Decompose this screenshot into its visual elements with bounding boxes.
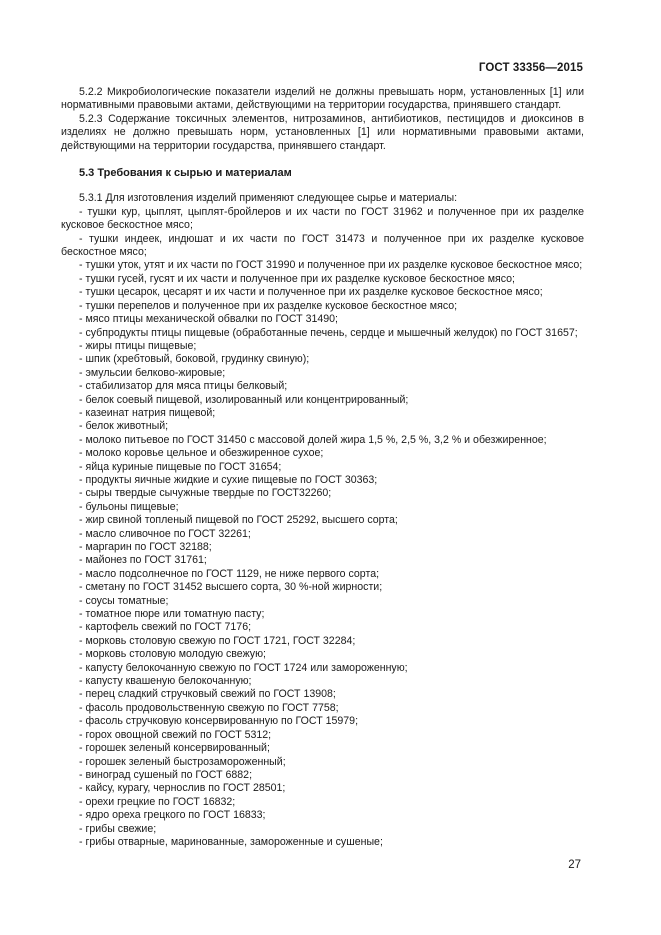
list-item: - майонез по ГОСТ 31761; xyxy=(79,554,207,567)
list-item: - молоко коровье цельное и обезжиренное сухое; xyxy=(79,447,324,460)
page-content xyxy=(61,86,584,849)
list-item: - кайсу, курагу, чернослив по ГОСТ 28501; xyxy=(79,782,286,795)
list-item: - продукты яичные жидкие и сухие пищевые по ГОСТ 30363; xyxy=(79,473,378,486)
list-item: - горох овощной свежий по ГОСТ 5312; xyxy=(79,728,272,741)
list-item: - сыры твердые сычужные твердые по ГОСТ32260; xyxy=(79,487,332,500)
page-number: 27 xyxy=(568,859,581,871)
list-item: - белок соевый пищевой, изолированный или концентрированный; xyxy=(79,393,409,406)
list-item: - грибы свежие; xyxy=(79,822,157,835)
list-item: - яйца куриные пищевые по ГОСТ 31654; xyxy=(79,460,282,473)
list-item: - жиры птицы пищевые; xyxy=(79,339,197,352)
list-item: - горошек зеленый консервированный; xyxy=(79,742,270,755)
list-item: - орехи грецкие по ГОСТ 16832; xyxy=(79,795,236,808)
list-item: - морковь столовую молодую свежую; xyxy=(79,648,266,661)
list-item: - шпик (хребтовый, боковой, грудинку свиную); xyxy=(79,353,310,366)
list-item: - жир свиной топленый пищевой по ГОСТ 25292, высшего сорта; xyxy=(79,514,398,527)
list-item: - сметану по ГОСТ 31452 высшего сорта, 30 %-ной жирности; xyxy=(79,581,383,594)
list-item: - мясо птицы механической обвалки по ГОСТ 31490; xyxy=(79,313,338,326)
list-item: - соусы томатные; xyxy=(79,594,169,607)
list-item: - казеинат натрия пищевой; xyxy=(79,406,216,419)
list-item: - фасоль стручковую консервированную по ГОСТ 15979; xyxy=(79,715,359,728)
list-item: - тушки перепелов и полученное при их разделке кусковое бескостное мясо; xyxy=(79,299,458,312)
list-item: - тушки уток, утят и их части по ГОСТ 31990 и полученное при их разделке кусковое бескостное мясо; xyxy=(79,259,583,272)
list-item: - грибы отварные, маринованные, замороженные и сушеные; xyxy=(79,835,383,848)
paragraph-5-3-1: 5.3.1 Для изготовления изделий применяют следующее сырье и материалы: xyxy=(79,192,458,205)
paragraph-5-2-3: 5.2.3 Содержание токсичных элементов, нитрозаминов, антибиотиков, пестицидов и диоксинов в изделиях не должно превышать норм, установленных [1] или нормативными правовыми актами, действующими на территории государства, принявшего стандарт. xyxy=(61,112,584,152)
list-item: - тушки индеек, индюшат и их части по ГОСТ 31473 и полученное при их разделке кусковое бескостное мясо; xyxy=(61,232,584,259)
list-item: - эмульсии белково-жировые; xyxy=(79,366,226,379)
list-item: - молоко питьевое по ГОСТ 31450 с массовой долей жира 1,5 %, 2,5 %, 3,2 % и обезжиренное; xyxy=(79,433,547,446)
list-item: - капусту белокочанную свежую по ГОСТ 1724 или замороженную; xyxy=(79,661,408,674)
list-item: - стабилизатор для мяса птицы белковый; xyxy=(79,380,288,393)
list-item: - тушки гусей, гусят и их части и полученное при их разделке кусковое бескостное мясо; xyxy=(79,272,515,285)
list-item: - бульоны пищевые; xyxy=(79,500,179,513)
list-item: - масло сливочное по ГОСТ 32261; xyxy=(79,527,251,540)
list-item: - тушки цесарок, цесарят и их части и полученное при их разделке кусковое бескостное мясо; xyxy=(79,286,543,299)
list-item: - ядро ореха грецкого по ГОСТ 16833; xyxy=(79,809,266,822)
list-item: - томатное пюре или томатную пасту; xyxy=(79,608,265,621)
list-item: - картофель свежий по ГОСТ 7176; xyxy=(79,621,252,634)
list-item: - перец сладкий стручковый свежий по ГОСТ 13908; xyxy=(79,688,336,701)
section-heading: 5.3 Требования к сырью и материалам xyxy=(79,167,292,180)
paragraph-5-2-2: 5.2.2 Микробиологические показатели изделий не должны превышать норм, установленных [1] или нормативными правовыми актами, действующими на территории государства, принявшего стандарт. xyxy=(61,86,584,112)
list-item: - фасоль продовольственную свежую по ГОСТ 7758; xyxy=(79,701,339,714)
page-header-standard: ГОСТ 33356—2015 xyxy=(478,62,583,74)
list-item: - белок животный; xyxy=(79,420,169,433)
list-item: - тушки кур, цыплят, цыплят-бройлеров и их части по ГОСТ 31962 и полученное при их разделке кусковое бескостное мясо; xyxy=(61,205,584,232)
list-item: - масло подсолнечное по ГОСТ 1129, не ниже первого сорта; xyxy=(79,567,380,580)
list-item: - субпродукты птицы пищевые (обработанные печень, сердце и мышечный желудок) по ГОСТ 31657; xyxy=(79,326,578,339)
list-item: - капусту квашеную белокочанную; xyxy=(79,675,252,688)
materials-list xyxy=(61,206,584,850)
list-item: - виноград сушеный по ГОСТ 6882; xyxy=(79,768,253,781)
list-item: - маргарин по ГОСТ 32188; xyxy=(79,541,212,553)
list-item: - горошек зеленый быстрозамороженный; xyxy=(79,755,286,768)
list-item: - морковь столовую свежую по ГОСТ 1721, ГОСТ 32284; xyxy=(79,634,356,647)
